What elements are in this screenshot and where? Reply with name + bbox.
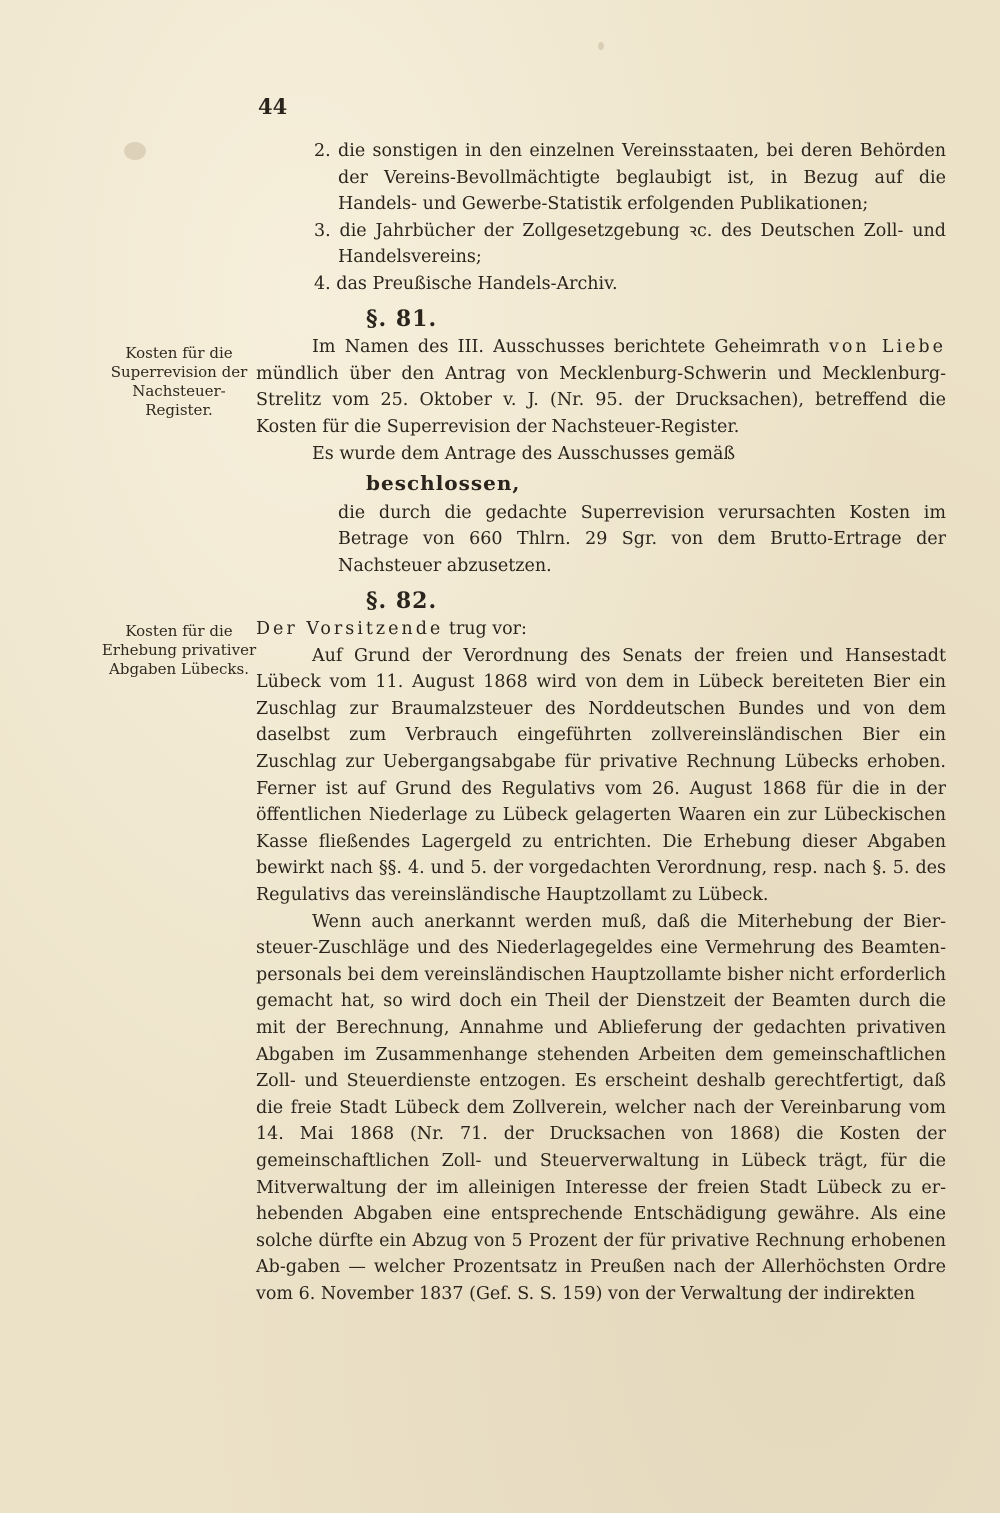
section-82-paragraph-2: Wenn auch anerkannt werden muß, daß die Miterhebung der Bier-steuer-Zuschläge und des Niederlagegeldes eine Vermehrung des Beamten-personals bei dem vereinsländischen Hauptzollamte bisher nicht erforderlich gemacht hat, so wird doch ein Theil der Dienstzeit der Beamten durch die mit der Berechnung, Annahme und Ablieferung der gedachten privativen Abgaben im Zusammenhange stehenden Arbeiten dem gemeinschaftlichen Zoll- und Steuerdienste entzogen. Es erscheint deshalb gerechtfertigt, daß die freie Stadt Lübeck dem Zollverein, welcher nach der Vereinbarung vom 14. Mai 1868 (Nr. 71. der Drucksachen von 1868) die Kosten der gemeinschaftlichen Zoll- und Steuerverwaltung in Lübeck trägt, für die Mitverwaltung der im alleinigen Interesse der freien Stadt Lübeck zu er-hebenden Abgaben eine entsprechende Entschädigung gewähre. Als eine solche dürfte ein Abzug von 5 Prozent der für privative Rechnung erhobenen Ab-gaben — welcher Prozentsatz in Preußen nach der Allerhöchsten Ordre vom 6. November 1837 (Gef. S. S. 159) von der Verwaltung der indirekten [256,911,946,1304]
main-text [256,138,946,1308]
paragraph-prefix: Im Namen des III. Ausschusses berichtete Geheimrath [312,337,829,358]
section-81-paragraph [256,334,946,440]
resolution-intro: Es wurde dem Antrage des Ausschusses gemäß [312,443,736,464]
chair-statement [256,616,946,643]
margin-note-section-81: Kosten für die Superrevision der Nachsteuer-Register. [110,344,248,419]
resolution-text: die durch die gedachte Superrevision verursachten Kosten im Betrage von 660 Thlrn. 29 Sgr. von dem Brutto-Ertrage der Nachsteuer abzusetzen. [338,502,946,576]
paragraph-suffix: mündlich über den Antrag von Mecklenburg-Schwerin und Mecklenburg-Strelitz vom 25. Oktober v. J. (Nr. 95. der Drucksachen), betreffend die Kosten für die Superrevision der Nachsteuer-Register. [256,363,946,437]
decision-word: beschlossen, [366,471,521,496]
paper-stain [598,42,604,50]
list-item: 3. die Jahrbücher der Zollgesetzgebung ꝛc. des Deutschen Zoll- und Handelsvereins; [314,220,946,268]
section-heading-81: §. 81. [366,305,438,332]
speaker-name: von Liebe [828,337,946,358]
list-item: 2. die sonstigen in den einzelnen Vereinsstaaten, bei deren Behörden der Vereins-Bevollmächtigte beglaubigt ist, in Bezug auf die Handels- und Gewerbe-Statistik erfolgenden Publikationen; [314,141,946,215]
list-item: 4. das Preußische Handels-Archiv. [314,273,618,294]
section-82-paragraph-1: Auf Grund der Verordnung des Senats der freien und Hansestadt Lübeck vom 11. August 1868 wird von dem in Lübeck bereiteten Bier ein Zuschlag zur Braumalzsteuer des Norddeutschen Bundes und von dem daselbst zum Verbrauch eingeführten zollvereinsländischen Bier ein Zuschlag zur Uebergangsabgabe für privative Rechnung Lübecks erhoben. Ferner ist auf Grund des Regulativs vom 26. August 1868 für die in der öffentlichen Niederlage zu Lübeck gelagerten Waaren ein zur Lübeckischen Kasse fließendes Lagergeld zu entrichten. Die Erhebung dieser Abgaben bewirkt nach §§. 4. und 5. der vorgedachten Verordnung, resp. nach §. 5. des Regulativs das vereinsländische Hauptzollamt zu Lübeck. [256,645,946,906]
chair-suffix: trug vor: [443,619,527,640]
page-number: 44 [258,94,288,119]
section-heading-82: §. 82. [366,587,438,614]
paper-stain [124,142,146,160]
margin-note-section-82: Kosten für die Erhebung privativer Abgaben Lübecks. [101,622,257,678]
chair-label: Der Vorsitzende [256,619,444,640]
